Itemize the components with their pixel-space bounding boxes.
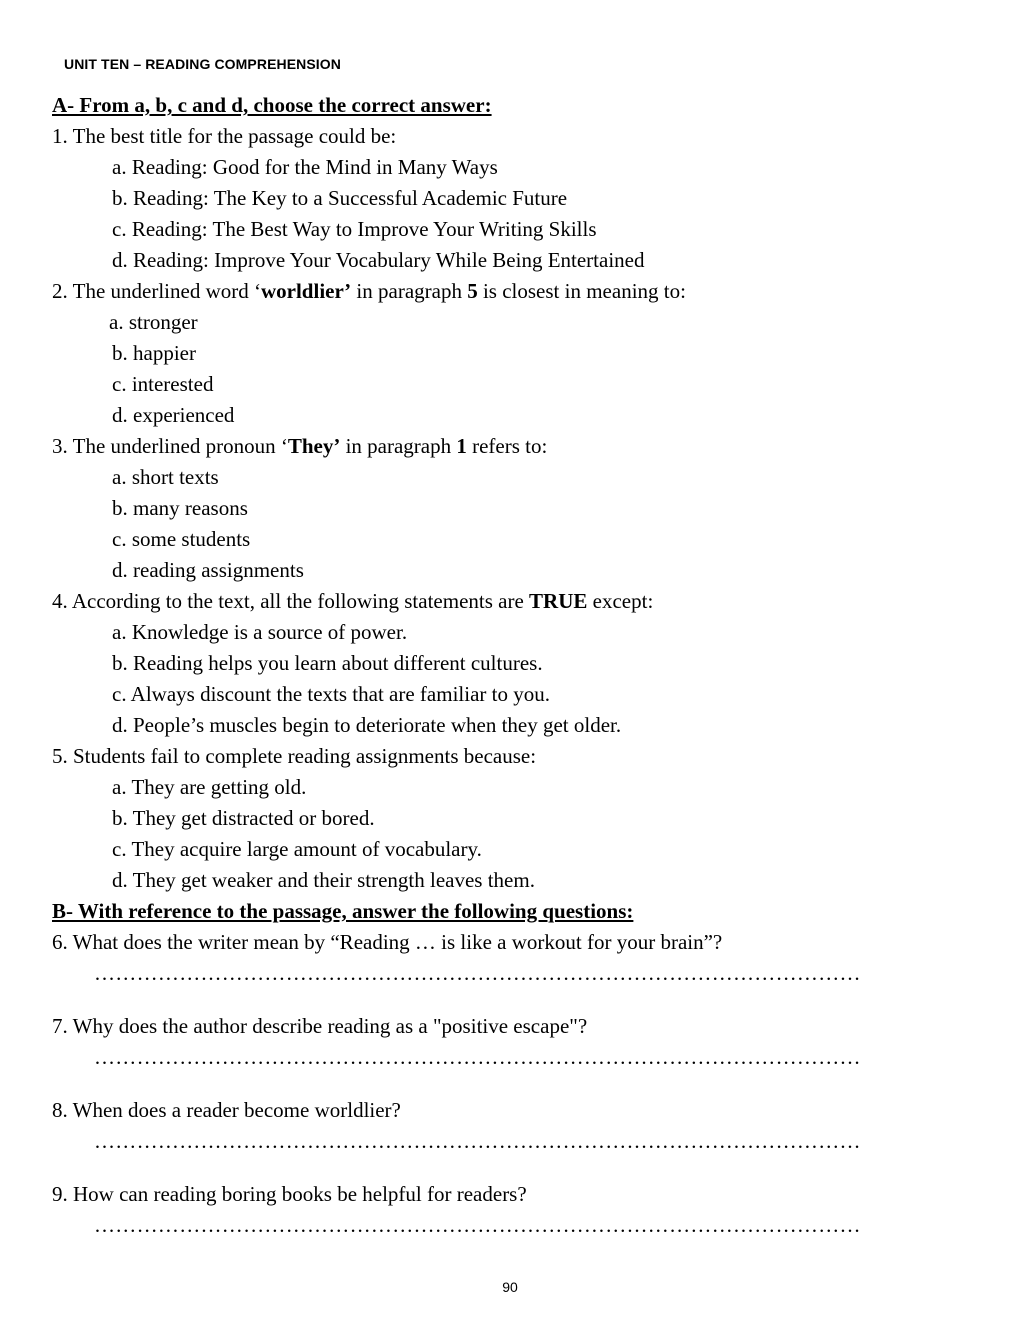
- question-7: 7. Why does the author describe reading as a "positive escape"?: [52, 1014, 588, 1038]
- q4-option-b: b. Reading helps you learn about different cultures.: [112, 651, 543, 675]
- question-9: 9. How can reading boring books be helpful for readers?: [52, 1182, 527, 1206]
- q5-option-a: a. They are getting old.: [112, 775, 307, 799]
- question-5: 5. Students fail to complete reading assignments because:: [52, 744, 537, 768]
- q4-option-d-text: People’s muscles begin to deteriorate when they get older.: [127, 713, 622, 737]
- q4-option-a: a. Knowledge is a source of power.: [112, 620, 408, 644]
- question-3: [52, 431, 982, 462]
- q4-emphasis: TRUE: [529, 589, 588, 613]
- q1-option-d: d. Reading: Improve Your Vocabulary While Being Entertained: [112, 248, 645, 272]
- q2-text-mid: in paragraph: [351, 279, 468, 303]
- q1-option-a: a. Reading: Good for the Mind in Many Ways: [112, 155, 498, 179]
- section-a-heading: A- From a, b, c and d, choose the correct answer:: [52, 93, 492, 117]
- worksheet-content: [52, 90, 982, 1241]
- q3-term: They’: [287, 434, 341, 458]
- question-4: [52, 586, 982, 617]
- q3-option-d: d. reading assignments: [112, 558, 304, 582]
- question-6: 6. What does the writer mean by “Reading … is like a workout for your brain”?: [52, 930, 723, 954]
- answer-line-6[interactable]: ………………………………………………………………………………………………: [94, 961, 861, 985]
- q4-option-d: [52, 710, 982, 741]
- unit-header: UNIT TEN – READING COMPREHENSION: [64, 56, 341, 72]
- q2-option-c: c. interested: [112, 372, 214, 396]
- q2-option-a: a. stronger: [109, 310, 198, 334]
- question-8: 8. When does a reader become worldlier?: [52, 1098, 401, 1122]
- q5-option-c: c. They acquire large amount of vocabulary.: [112, 837, 482, 861]
- q2-text-post: is closest in meaning to:: [477, 279, 686, 303]
- answer-line-7[interactable]: ………………………………………………………………………………………………: [94, 1045, 861, 1069]
- q3-option-c: c. some students: [112, 527, 251, 551]
- q2-paragraph-number: 5: [467, 279, 478, 303]
- q2-option-d: d. experienced: [112, 403, 235, 427]
- q2-option-b: b. happier: [112, 341, 196, 365]
- q2-term: worldlier’: [260, 279, 352, 303]
- page-number: 90: [502, 1279, 518, 1295]
- answer-line-8[interactable]: ………………………………………………………………………………………………: [94, 1129, 861, 1153]
- q1-option-c: c. Reading: The Best Way to Improve Your Writing Skills: [112, 217, 597, 241]
- question-1: 1. The best title for the passage could be:: [52, 124, 397, 148]
- q5-option-b: b. They get distracted or bored.: [112, 806, 375, 830]
- q3-text-pre: 3. The underlined pronoun ‘: [52, 434, 288, 458]
- q3-paragraph-number: 1: [456, 434, 467, 458]
- q1-option-b: b. Reading: The Key to a Successful Academic Future: [112, 186, 568, 210]
- q4-text-pre: 4. According to the text, all the following statements are: [52, 589, 530, 613]
- answer-line-9[interactable]: ………………………………………………………………………………………………: [94, 1213, 861, 1237]
- q3-text-post: refers to:: [466, 434, 548, 458]
- q4-option-c: c. Always discount the texts that are familiar to you.: [112, 682, 550, 706]
- question-2: [52, 276, 982, 307]
- q4-text-post: except:: [587, 589, 654, 613]
- section-b-heading: B- With reference to the passage, answer the following questions:: [52, 899, 634, 923]
- q3-option-b: b. many reasons: [112, 496, 248, 520]
- q4-option-d-letter: d.: [112, 713, 128, 737]
- q3-option-a: a. short texts: [112, 465, 219, 489]
- q3-text-mid: in paragraph: [340, 434, 457, 458]
- q2-text-pre: 2. The underlined word ‘: [52, 279, 261, 303]
- q5-option-d: d. They get weaker and their strength leaves them.: [112, 868, 535, 892]
